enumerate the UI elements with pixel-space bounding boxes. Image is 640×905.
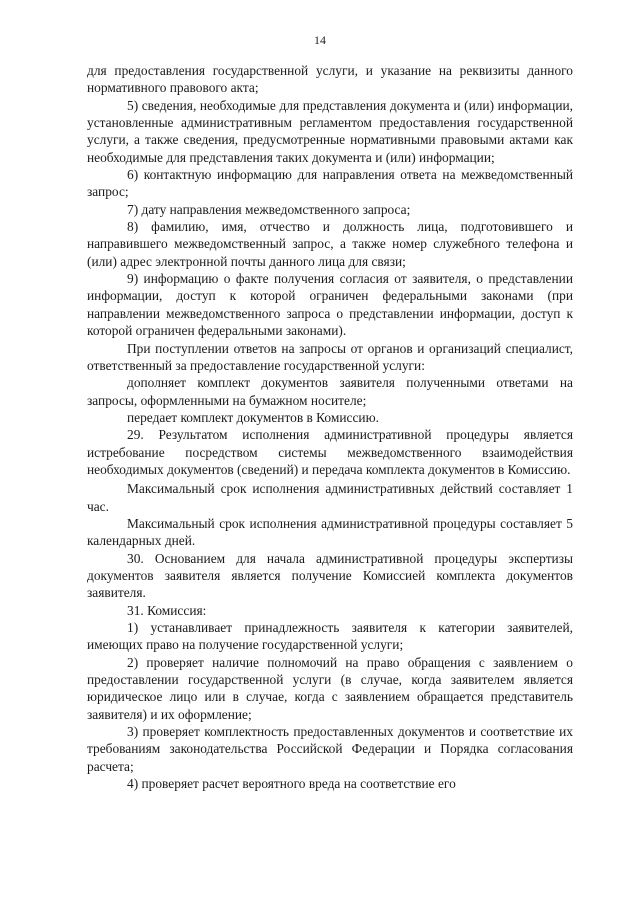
list-item-8-responsible-person: 8) фамилию, имя, отчество и должность лица, подготовившего и направившего межведомственный запрос, а также номер служебного телефона и (или) адрес электронной почты данного лица для связи; [87, 219, 573, 269]
clause-31-item-2: 2) проверяет наличие полномочий на право обращения с заявлением о предоставлении государственной услуги (в случае, когда заявителем является юридическое лицо или в случае, когда с заявлением обращается представитель заявителя) и их оформление; [87, 654, 573, 722]
list-item-9-consent-info: 9) информацию о факте получения согласия от заявителя, о представлении информации, доступ к которой ограничен федеральными законами (при направлении межведомственного запроса о представлении информации, доступ к которой ограничен федеральными законами). [87, 271, 573, 339]
paragraph-max-term-actions: Максимальный срок исполнения административных действий составляет 1 час. [87, 481, 573, 514]
page-number: 14 [314, 33, 326, 47]
paragraph-on-receipt-of-answers: При поступлении ответов на запросы от органов и организаций специалист, ответственный за предоставление государственной услуги: [87, 340, 573, 373]
clause-29: 29. Результатом исполнения административной процедуры является истребование посредством системы межведомственного взаимодействия необходимых документов (сведений) и передача комплекта документов в Комиссию. [87, 427, 573, 477]
clause-30: 30. Основанием для начала административной процедуры экспертизы документов заявителя является получение Комиссией комплекта документов заявителя. [87, 550, 573, 601]
clause-31-item-1: 1) устанавливает принадлежность заявителя к категории заявителей, имеющих право на получение государственной услуги; [87, 620, 573, 653]
clause-31-heading: 31. Комиссия: [127, 602, 207, 618]
list-item-5-requirements: 5) сведения, необходимые для представления документа и (или) информации, установленные административным регламентом предоставления государственной услуги, а также сведения, предусмотренные нормативными правовыми актами как необходимые для представления таких документа и (или) информации; [87, 97, 573, 165]
list-item-7-request-date: 7) дату направления межведомственного запроса; [127, 201, 411, 217]
paragraph-transfers-set: передает комплект документов в Комиссию. [127, 409, 379, 425]
list-item-6-contact-info: 6) контактную информацию для направления ответа на межведомственный запрос; [87, 167, 573, 200]
clause-31-item-3: 3) проверяет комплектность предоставленных документов и соответствие их требованиям законодательства Российской Федерации и Порядка согласования расчета; [87, 724, 573, 774]
document-body [87, 62, 573, 792]
paragraph-max-term-procedure: Максимальный срок исполнения административной процедуры составляет 5 календарных дней. [87, 515, 573, 549]
clause-31-item-4: 4) проверяет расчет вероятного вреда на соответствие его [127, 776, 456, 792]
paragraph-continuation: для предоставления государственной услуги, и указание на реквизиты данного нормативного правового акта; [87, 63, 573, 96]
paragraph-supplements-set: дополняет комплект документов заявителя полученными ответами на запросы, оформленными на бумажном носителе; [87, 375, 573, 408]
